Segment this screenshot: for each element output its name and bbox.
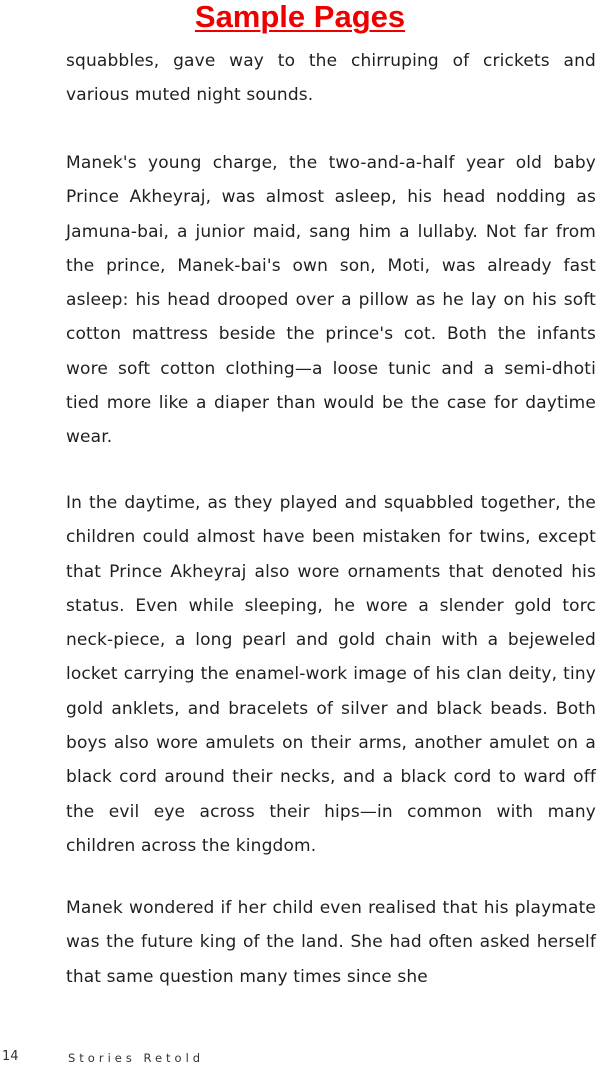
paragraph-2: Manek's young charge, the two-and-a-half year old baby Prince Akheyraj, was almost asleep, his head nodding as Jamuna-bai, a junior maid, sang him a lullaby. Not far from the prince, Manek-bai's own son, Moti, was already fast asleep: his head drooped over a pillow as he lay on his soft cotton mattress beside the prince's cot. Both the infants wore soft cotton clothing—a loose tunic and a semi-dhoti tied more like a diaper than would be the case for daytime wear. [66, 153, 596, 448]
banner-title: Sample Pages [194, 0, 406, 34]
paragraph-1: squabbles, gave way to the chirruping of crickets and various muted night sounds. [66, 51, 596, 106]
running-footer-title: Stories Retold [68, 1051, 205, 1065]
paragraph-3: In the daytime, as they played and squabbled together, the children could almost have been mistaken for twins, except that Prince Akheyraj also wore ornaments that denoted his status. Even while sleeping, he wore a slender gold torc neck-piece, a long pearl and gold chain with a bejeweled locket carrying the enamel-work image of his clan deity, tiny gold anklets, and bracelets of silver and black beads. Both boys also wore amulets on their arms, another amulet on a black cord around their necks, and a black cord to ward off the evil eye across their hips—in common with many children across the kingdom. [66, 493, 596, 856]
sample-pages-banner [0, 0, 600, 34]
paragraph-4: Manek wondered if her child even realised that his playmate was the future king of the land. She had often asked herself that same question many times since she [66, 898, 596, 987]
page-number: 14 [2, 1049, 19, 1064]
